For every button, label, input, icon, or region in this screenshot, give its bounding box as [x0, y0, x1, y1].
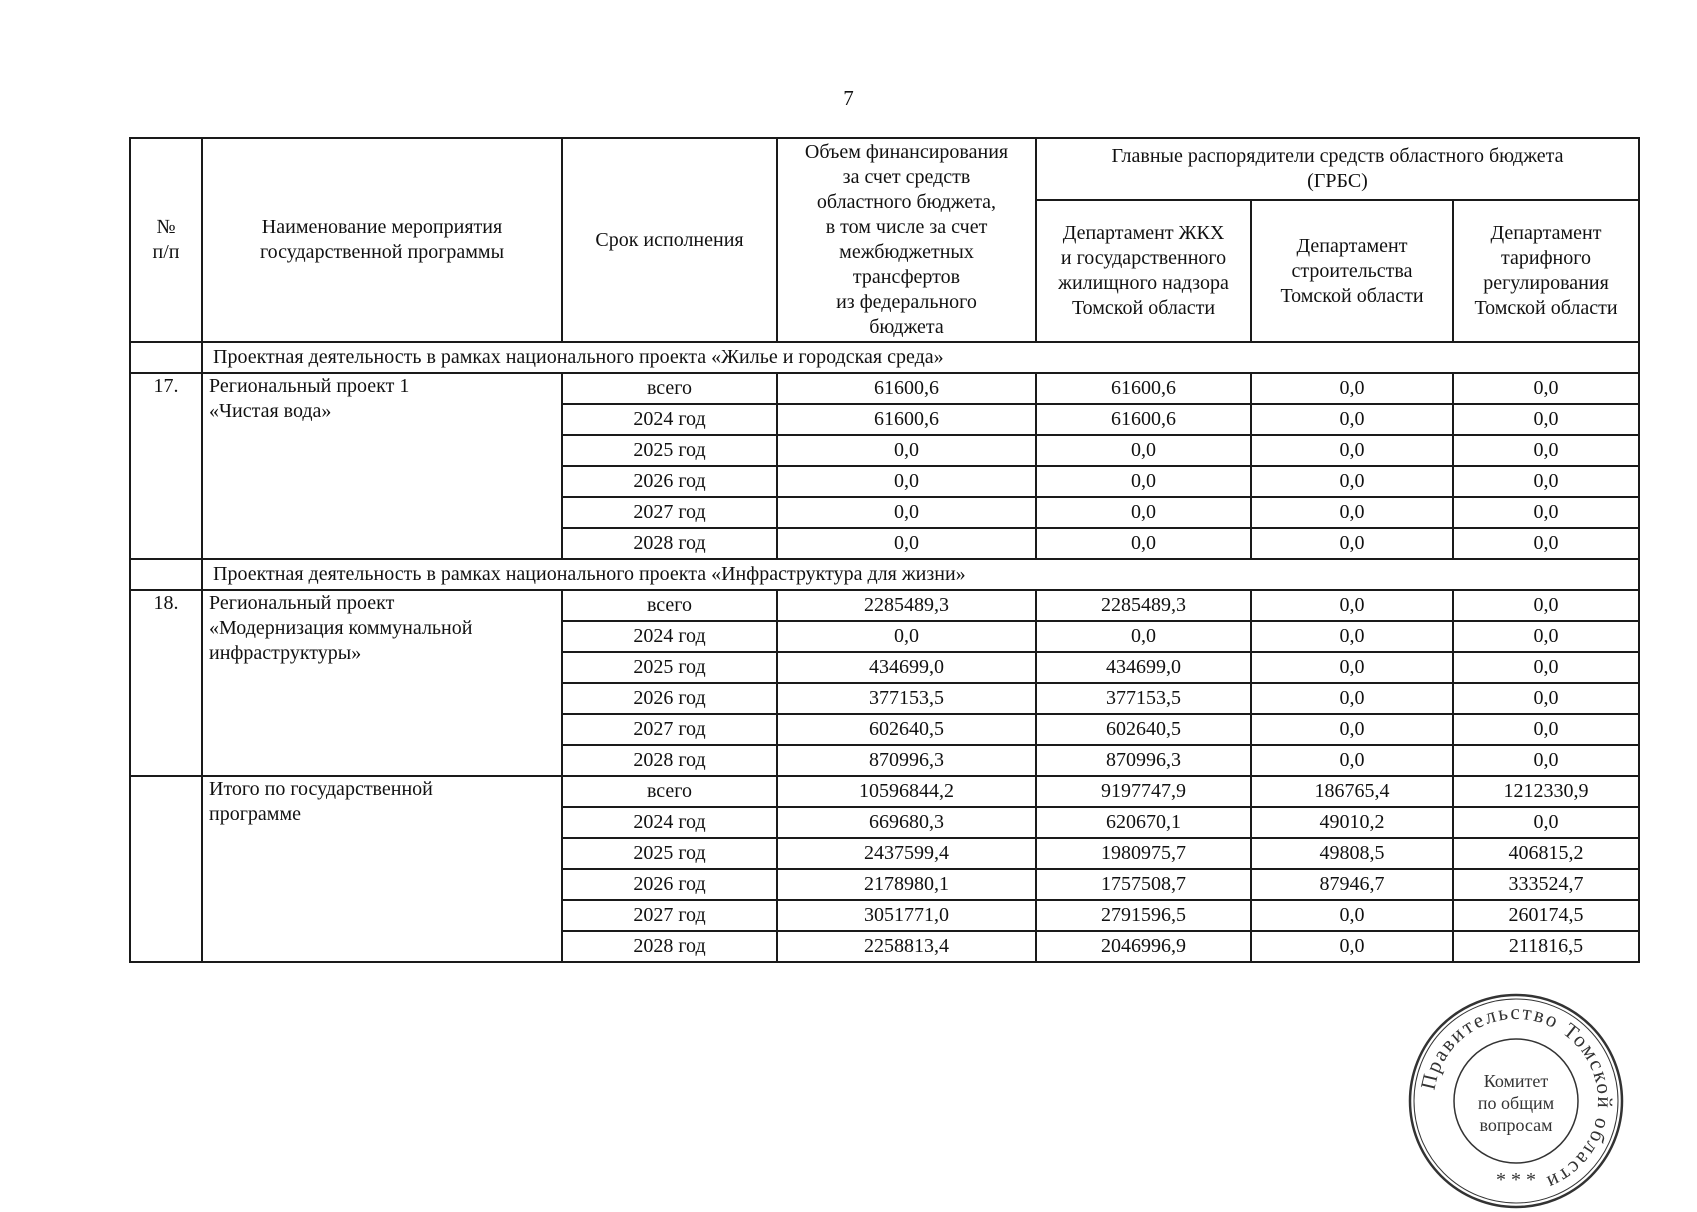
- cell-term: 2027 год: [562, 497, 777, 528]
- cell-volume: 2285489,3: [777, 590, 1036, 621]
- cell-volume: 10596844,2: [777, 776, 1036, 807]
- cell-term: 2024 год: [562, 404, 777, 435]
- cell-volume: 0,0: [777, 497, 1036, 528]
- header-volume-text: Объем финансирования за счет средств областного бюджета, в том числе за счет межбюджетных трансфертов из федерального бюджета: [804, 141, 1009, 338]
- cell-dept1: 0,0: [1036, 435, 1251, 466]
- seal-center-line-2: по общим: [1477, 1093, 1555, 1113]
- cell-dept2: 0,0: [1251, 652, 1453, 683]
- section-num-cell: [130, 342, 202, 373]
- project-1-num: 18.: [130, 590, 202, 776]
- cell-term: 2025 год: [562, 435, 777, 466]
- cell-term: 2026 год: [562, 683, 777, 714]
- cell-dept1: 434699,0: [1036, 652, 1251, 683]
- header-grbs: [1036, 138, 1639, 200]
- seal-center-line-3: вопросам: [1479, 1115, 1553, 1135]
- financing-table: [129, 137, 1640, 963]
- cell-dept3: 0,0: [1453, 745, 1639, 776]
- cell-dept1: 61600,6: [1036, 404, 1251, 435]
- cell-dept3: 0,0: [1453, 590, 1639, 621]
- section-row: [130, 559, 1639, 590]
- cell-dept3: 406815,2: [1453, 838, 1639, 869]
- cell-volume: 61600,6: [777, 373, 1036, 404]
- table-row: [130, 590, 1639, 621]
- total-num: [130, 776, 202, 962]
- section-title: Проектная деятельность в рамках национального проекта «Жилье и городская среда»: [202, 342, 1639, 373]
- seal-center-line-1: Комитет: [1483, 1071, 1549, 1091]
- cell-dept2: 0,0: [1251, 745, 1453, 776]
- cell-term: 2025 год: [562, 838, 777, 869]
- header-dept1: [1036, 200, 1251, 342]
- cell-dept2: 0,0: [1251, 435, 1453, 466]
- cell-dept3: 0,0: [1453, 683, 1639, 714]
- cell-dept3: 211816,5: [1453, 931, 1639, 962]
- project-0-name: Региональный проект 1 «Чистая вода»: [202, 373, 562, 559]
- table-row: [130, 776, 1639, 807]
- cell-dept1: 0,0: [1036, 528, 1251, 559]
- header-num: [130, 138, 202, 342]
- cell-term: 2024 год: [562, 621, 777, 652]
- cell-dept1: 620670,1: [1036, 807, 1251, 838]
- cell-term: 2025 год: [562, 652, 777, 683]
- cell-dept3: 0,0: [1453, 621, 1639, 652]
- header-dept3: [1453, 200, 1639, 342]
- cell-dept1: 0,0: [1036, 621, 1251, 652]
- cell-dept1: 0,0: [1036, 466, 1251, 497]
- cell-dept2: 0,0: [1251, 373, 1453, 404]
- cell-dept3: 0,0: [1453, 497, 1639, 528]
- cell-dept3: 0,0: [1453, 404, 1639, 435]
- cell-term: 2027 год: [562, 714, 777, 745]
- cell-dept2: 0,0: [1251, 528, 1453, 559]
- cell-volume: 61600,6: [777, 404, 1036, 435]
- header-volume: [777, 138, 1036, 342]
- header-grbs-text: Главные распорядители средств областного бюджета (ГРБС): [1111, 145, 1564, 192]
- cell-term: 2024 год: [562, 807, 777, 838]
- cell-volume: 0,0: [777, 621, 1036, 652]
- section-num-cell: [130, 559, 202, 590]
- cell-dept2: 186765,4: [1251, 776, 1453, 807]
- cell-volume: 602640,5: [777, 714, 1036, 745]
- header-dept2-text: Департамент строительства Томской области: [1280, 234, 1424, 307]
- page-number: 7: [843, 86, 854, 110]
- cell-dept2: 0,0: [1251, 714, 1453, 745]
- table-row: [130, 373, 1639, 404]
- cell-term: всего: [562, 590, 777, 621]
- header-name: [202, 138, 562, 342]
- cell-dept3: 0,0: [1453, 373, 1639, 404]
- cell-dept1: 0,0: [1036, 497, 1251, 528]
- cell-volume: 0,0: [777, 528, 1036, 559]
- header-num-text: № п/п: [152, 216, 180, 263]
- seal-ring-text: Правительство Томской области: [1415, 999, 1618, 1196]
- cell-dept2: 87946,7: [1251, 869, 1453, 900]
- cell-dept3: 1212330,9: [1453, 776, 1639, 807]
- cell-dept3: 0,0: [1453, 652, 1639, 683]
- official-seal: [1405, 990, 1627, 1212]
- header-term-text: Срок исполнения: [595, 228, 744, 251]
- cell-dept2: 0,0: [1251, 931, 1453, 962]
- cell-volume: 2258813,4: [777, 931, 1036, 962]
- cell-dept3: 0,0: [1453, 528, 1639, 559]
- cell-dept1: 2046996,9: [1036, 931, 1251, 962]
- cell-term: 2026 год: [562, 466, 777, 497]
- cell-volume: 434699,0: [777, 652, 1036, 683]
- cell-term: 2028 год: [562, 745, 777, 776]
- cell-volume: 0,0: [777, 466, 1036, 497]
- cell-volume: 2178980,1: [777, 869, 1036, 900]
- cell-dept2: 0,0: [1251, 900, 1453, 931]
- cell-volume: 669680,3: [777, 807, 1036, 838]
- cell-dept3: 0,0: [1453, 435, 1639, 466]
- cell-dept2: 0,0: [1251, 683, 1453, 714]
- cell-term: 2026 год: [562, 869, 777, 900]
- cell-term: всего: [562, 776, 777, 807]
- header-dept2: [1251, 200, 1453, 342]
- cell-term: 2028 год: [562, 931, 777, 962]
- cell-dept1: 61600,6: [1036, 373, 1251, 404]
- header-dept1-text: Департамент ЖКХ и государственного жилищного надзора Томской области: [1058, 222, 1229, 319]
- cell-term: 2027 год: [562, 900, 777, 931]
- cell-dept1: 9197747,9: [1036, 776, 1251, 807]
- cell-dept3: 333524,7: [1453, 869, 1639, 900]
- section-title: Проектная деятельность в рамках национального проекта «Инфраструктура для жизни»: [202, 559, 1639, 590]
- total-name: Итого по государственной программе: [202, 776, 562, 962]
- cell-volume: 0,0: [777, 435, 1036, 466]
- cell-dept3: 0,0: [1453, 807, 1639, 838]
- cell-volume: 870996,3: [777, 745, 1036, 776]
- table-body: [130, 342, 1639, 962]
- cell-dept2: 49808,5: [1251, 838, 1453, 869]
- cell-dept3: 0,0: [1453, 466, 1639, 497]
- cell-dept1: 602640,5: [1036, 714, 1251, 745]
- cell-dept1: 2791596,5: [1036, 900, 1251, 931]
- section-row: [130, 342, 1639, 373]
- project-0-num: 17.: [130, 373, 202, 559]
- header-term: [562, 138, 777, 342]
- cell-volume: 3051771,0: [777, 900, 1036, 931]
- cell-dept1: 1757508,7: [1036, 869, 1251, 900]
- cell-dept1: 1980975,7: [1036, 838, 1251, 869]
- cell-dept2: 0,0: [1251, 404, 1453, 435]
- cell-volume: 2437599,4: [777, 838, 1036, 869]
- cell-dept1: 2285489,3: [1036, 590, 1251, 621]
- cell-dept2: 0,0: [1251, 621, 1453, 652]
- cell-dept3: 260174,5: [1453, 900, 1639, 931]
- header-dept3-text: Департамент тарифного регулирования Томской области: [1474, 222, 1618, 319]
- seal-stars: * * *: [1496, 1169, 1536, 1191]
- cell-dept3: 0,0: [1453, 714, 1639, 745]
- header-name-text: Наименование мероприятия государственной программы: [259, 216, 505, 263]
- cell-dept1: 870996,3: [1036, 745, 1251, 776]
- cell-dept2: 0,0: [1251, 590, 1453, 621]
- cell-dept2: 49010,2: [1251, 807, 1453, 838]
- cell-term: 2028 год: [562, 528, 777, 559]
- cell-dept1: 377153,5: [1036, 683, 1251, 714]
- project-1-name: Региональный проект «Модернизация коммунальной инфраструктуры»: [202, 590, 562, 776]
- cell-dept2: 0,0: [1251, 466, 1453, 497]
- cell-volume: 377153,5: [777, 683, 1036, 714]
- cell-dept2: 0,0: [1251, 497, 1453, 528]
- cell-term: всего: [562, 373, 777, 404]
